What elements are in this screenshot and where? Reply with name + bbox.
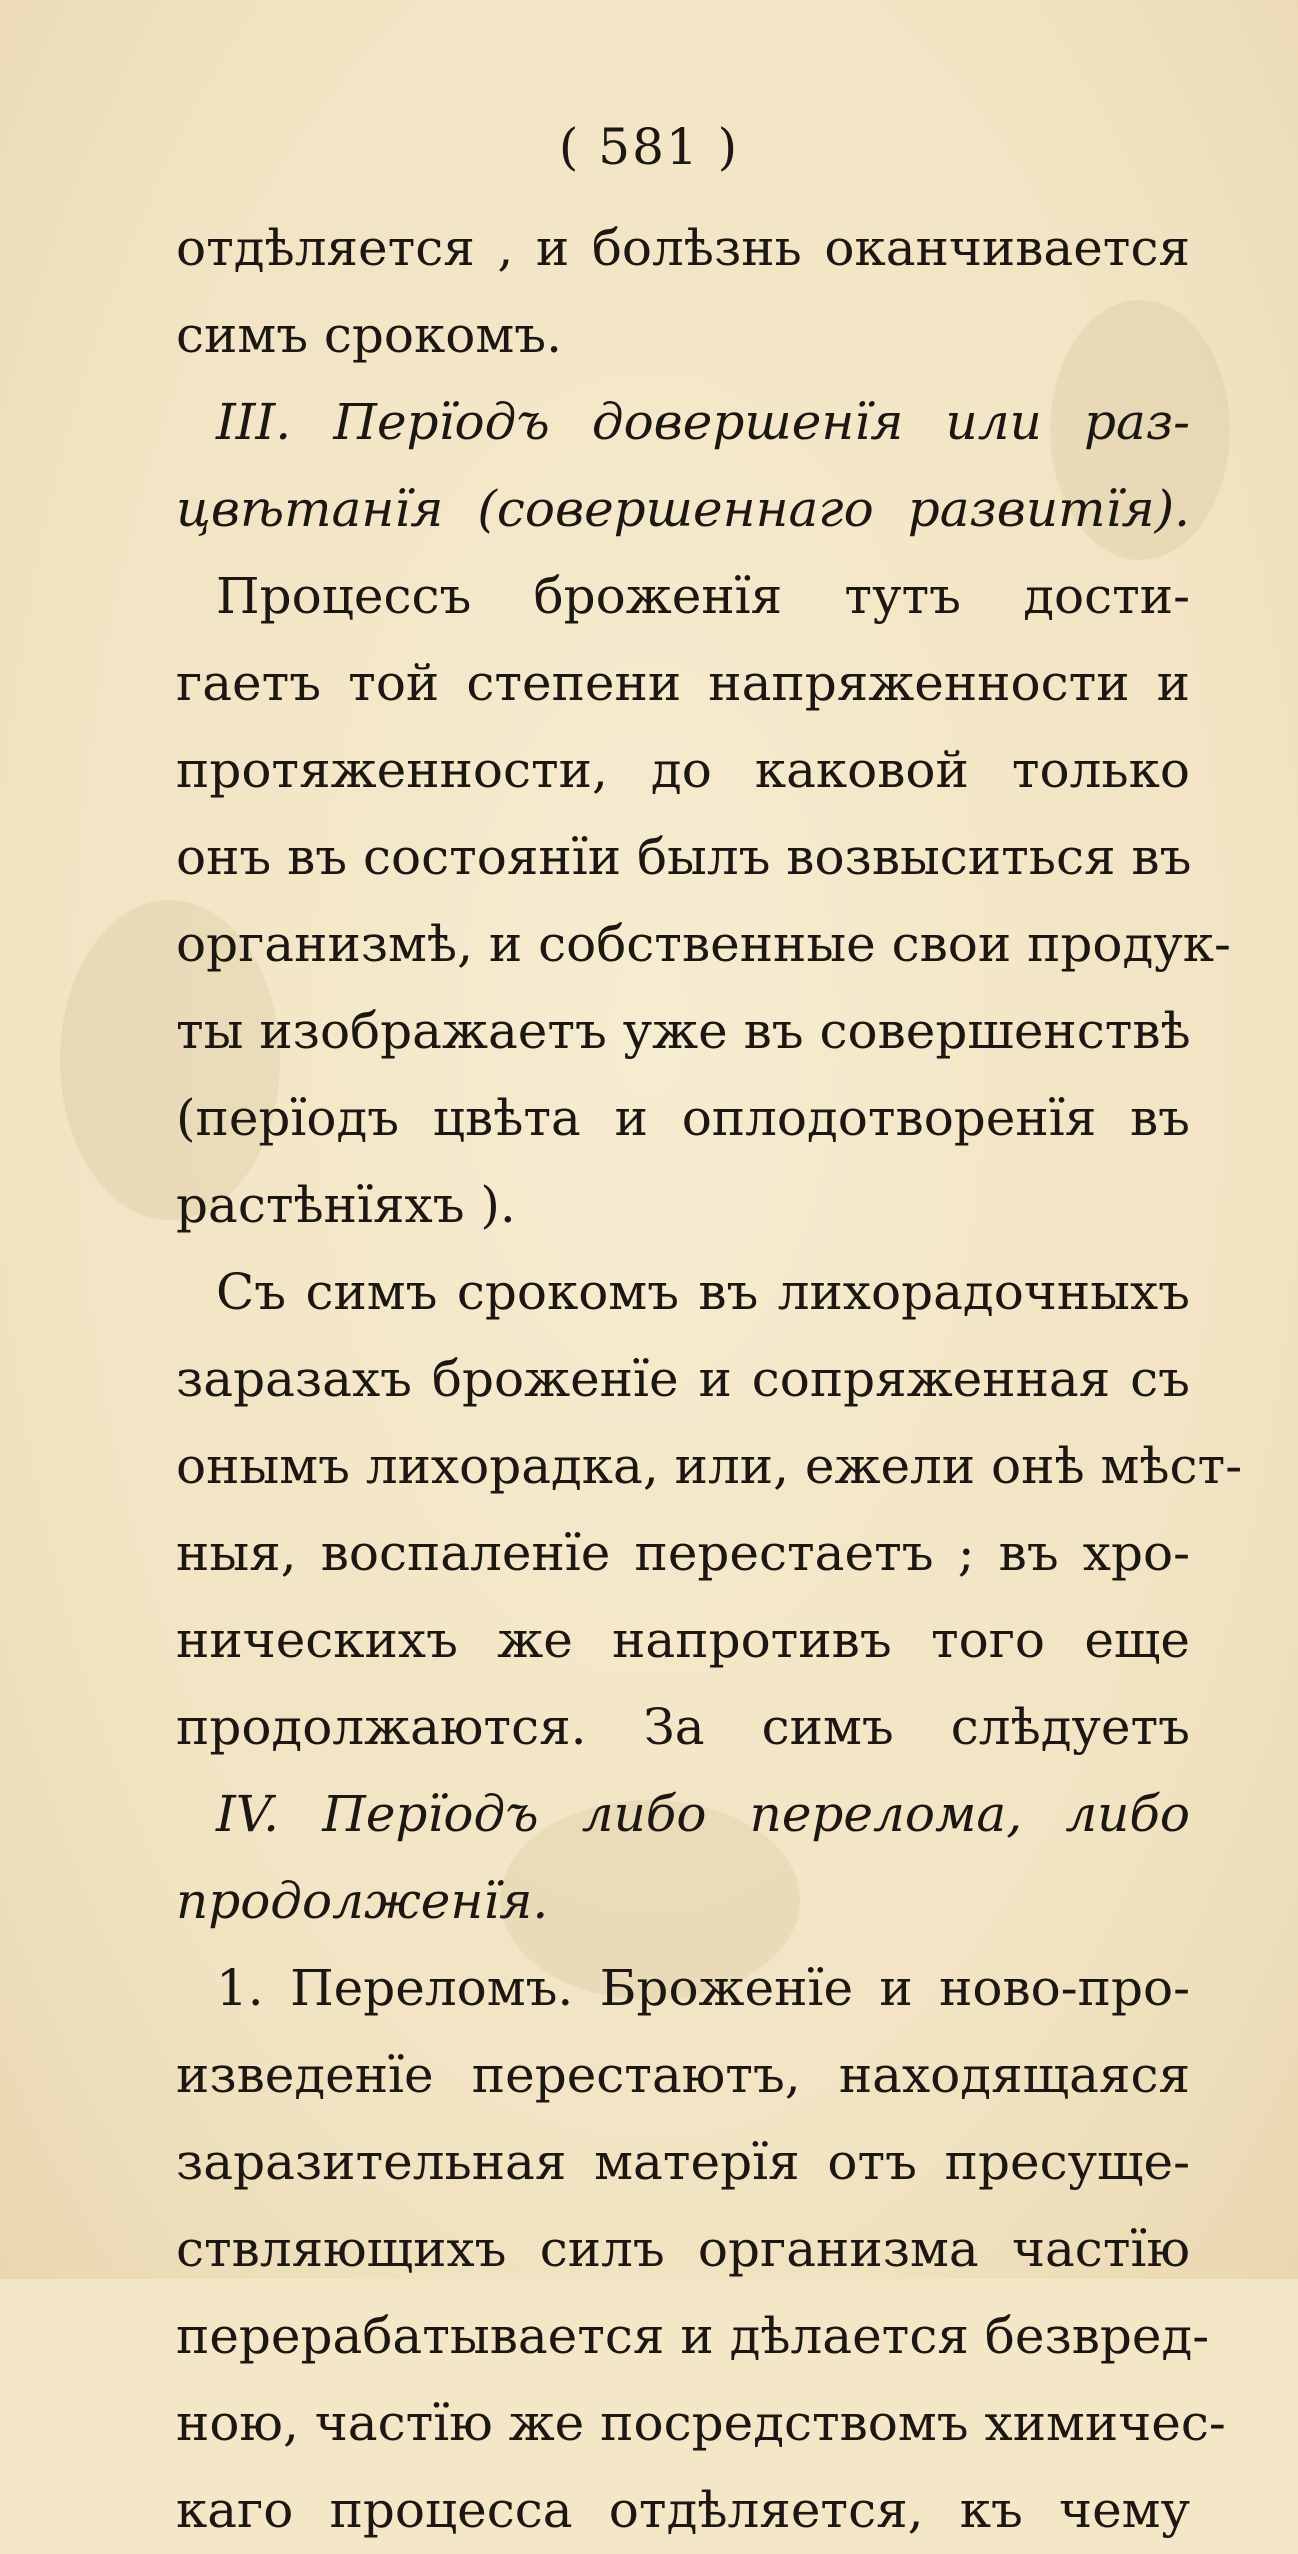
text-line: протяженности, до каковой только bbox=[176, 741, 1190, 799]
text-line: перерабатывается и дѣлается безвред- bbox=[176, 2307, 1210, 2365]
text-line: Процессъ броженïя тутъ дости- bbox=[216, 567, 1190, 625]
section-heading-line: IV. Перïодъ либо перелома, либо bbox=[216, 1785, 1190, 1843]
text-line: онъ въ состоянïи былъ возвыситься въ bbox=[176, 828, 1192, 886]
section-heading-line: III. Перïодъ довершенïя или раз- bbox=[216, 393, 1190, 451]
text-line: организмѣ, и собственные свои продук- bbox=[176, 915, 1231, 973]
text-line: ты изображаетъ уже въ совершенствѣ bbox=[176, 1002, 1191, 1060]
text-line: онымъ лихорадка, или, ежели онѣ мѣст- bbox=[176, 1437, 1243, 1495]
text-line: растѣнïяхъ ). bbox=[176, 1176, 516, 1234]
text-line: ною, частïю же посредствомъ химичес- bbox=[176, 2394, 1226, 2452]
section-heading-line: продолженïя. bbox=[176, 1872, 549, 1930]
text-line: продолжаются. За симъ слѣдуетъ bbox=[176, 1698, 1190, 1756]
text-line: заразительная матерïя отъ пресуще- bbox=[176, 2133, 1190, 2191]
text-line: изведенïе перестаютъ, находящаяся bbox=[176, 2046, 1190, 2104]
text-line: отдѣляется , и болѣзнь оканчивается bbox=[176, 219, 1190, 277]
text-line: 1. Переломъ. Броженïе и ново-про- bbox=[216, 1959, 1190, 2017]
body-text bbox=[176, 205, 1243, 2554]
text-line: заразахъ броженïе и сопряженная съ bbox=[176, 1350, 1190, 1408]
section-heading-line: цвѣтанïя (совершеннаго развитïя). bbox=[176, 480, 1190, 538]
text-line: каго процесса отдѣляется, къ чему bbox=[176, 2481, 1190, 2539]
text-line: ствляющихъ силъ организма частïю bbox=[176, 2220, 1190, 2278]
text-line: гаетъ той степени напряженности и bbox=[176, 654, 1190, 712]
text-line: ныя, воспаленïе перестаетъ ; въ хро- bbox=[176, 1524, 1190, 1582]
text-line: Съ симъ срокомъ въ лихорадочныхъ bbox=[216, 1263, 1190, 1321]
text-line: симъ срокомъ. bbox=[176, 306, 562, 364]
page-number: ( 581 ) bbox=[558, 118, 740, 176]
text-line: (перïодъ цвѣта и оплодотворенïя въ bbox=[176, 1089, 1190, 1147]
text-line: ническихъ же напротивъ того еще bbox=[176, 1611, 1190, 1669]
